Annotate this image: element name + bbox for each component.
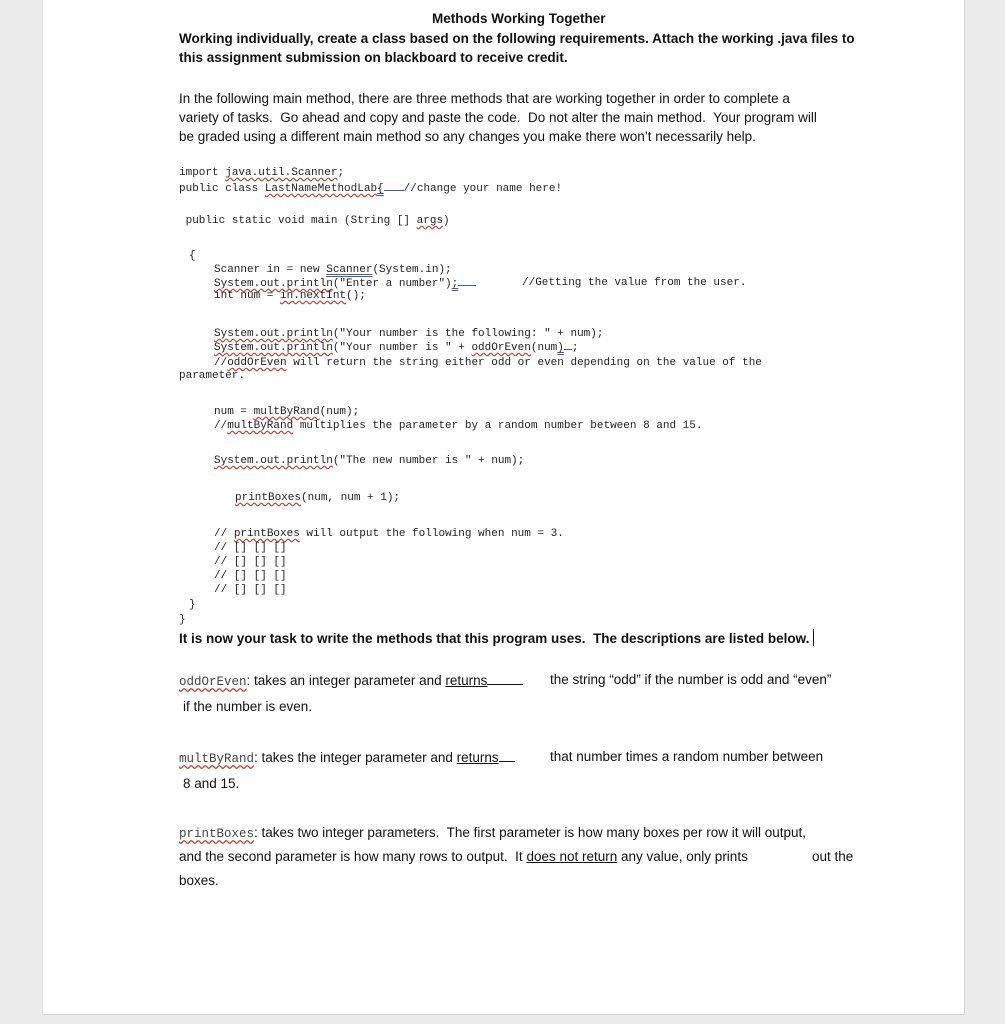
code-int-line: int num = in.nextInt();	[214, 290, 366, 302]
code-import: import java.util.Scanner;	[179, 167, 345, 179]
text-cursor	[813, 629, 814, 646]
mult-desc-line-1: multByRand: takes the integer parameter and returns	[179, 749, 515, 766]
code-box-row: // [] [] []	[214, 556, 287, 568]
code-main-signature: public static void main (String [] args)	[179, 215, 450, 227]
code-close-main: }	[189, 599, 196, 611]
code-odd-comment-wrap: parameter.	[179, 370, 246, 382]
task-heading: It is now your task to write the methods that this program uses. The descriptions are listed below.	[179, 629, 814, 646]
odd-desc-line-2: if the number is even.	[183, 699, 313, 714]
odd-desc-line-1: oddOrEven: takes an integer parameter and returns	[179, 672, 523, 689]
boxes-desc-line-3: boxes.	[179, 873, 219, 888]
code-class-decl: public class LastNameMethodLab{ //change your name here!	[179, 183, 563, 195]
code-odd-comment: //oddOrEven will return the string either odd or even depending on the value of the	[214, 357, 762, 369]
mult-desc-line-1b: that number times a random number between	[550, 749, 824, 764]
code-prompt-line: System.out.println("Enter a number");	[214, 277, 476, 290]
code-following-line: System.out.println("Your number is the following: " + num);	[214, 328, 604, 340]
odd-desc-line-1b: the string “odd” if the number is odd and “even”	[550, 672, 832, 687]
code-scanner-line: Scanner in = new Scanner(System.in);	[214, 264, 452, 276]
intro-line-2: this assignment submission on blackboard to receive credit.	[179, 50, 568, 65]
code-new-number-line: System.out.println("The new number is " + num);	[214, 455, 525, 467]
code-prompt-comment: //Getting the value from the user.	[522, 277, 747, 289]
boxes-desc-line-2: and the second parameter is how many rows to output. It does not return any value, only prints	[179, 849, 748, 864]
boxes-desc-line-2c: out the	[812, 849, 854, 864]
method-name-boxes: printBoxes	[179, 827, 255, 841]
code-mult-line: num = multByRand(num);	[214, 406, 360, 418]
code-box-row: // [] [] []	[214, 584, 287, 596]
intro-line-1: Working individually, create a class based on the following requirements. Attach the working .java files to	[179, 31, 855, 46]
para-line-3: be graded using a different main method so any changes you make there won’t necessarily help.	[179, 129, 756, 144]
boxes-desc-line-1: printBoxes: takes two integer parameters. The first parameter is how many boxes per row it will output,	[179, 825, 807, 841]
method-name-mult: multByRand	[179, 752, 255, 766]
code-close-class: }	[179, 614, 186, 626]
method-name-odd: oddOrEven	[179, 675, 247, 689]
mult-desc-line-2: 8 and 15.	[183, 776, 240, 791]
code-box-row: // [] [] []	[214, 542, 287, 554]
code-print-boxes-line: printBoxes(num, num + 1);	[235, 492, 401, 504]
para-line-2: variety of tasks. Go ahead and copy and paste the code. Do not alter the main method. Your program will	[179, 110, 817, 125]
code-mult-comment: //multByRand multiplies the parameter by a random number between 8 and 15.	[214, 420, 703, 432]
code-box-row: // [] [] []	[214, 570, 287, 582]
para-line-1: In the following main method, there are three methods that are working together in order to complete a	[179, 91, 790, 106]
document-page	[42, 0, 965, 1015]
code-open-brace: {	[189, 250, 196, 262]
page-title: Methods Working Together	[432, 11, 606, 26]
code-boxes-comment: // printBoxes will output the following when num = 3.	[214, 528, 564, 540]
code-your-number-line: System.out.println("Your number is " + oddOrEven(num) ;	[214, 342, 579, 354]
